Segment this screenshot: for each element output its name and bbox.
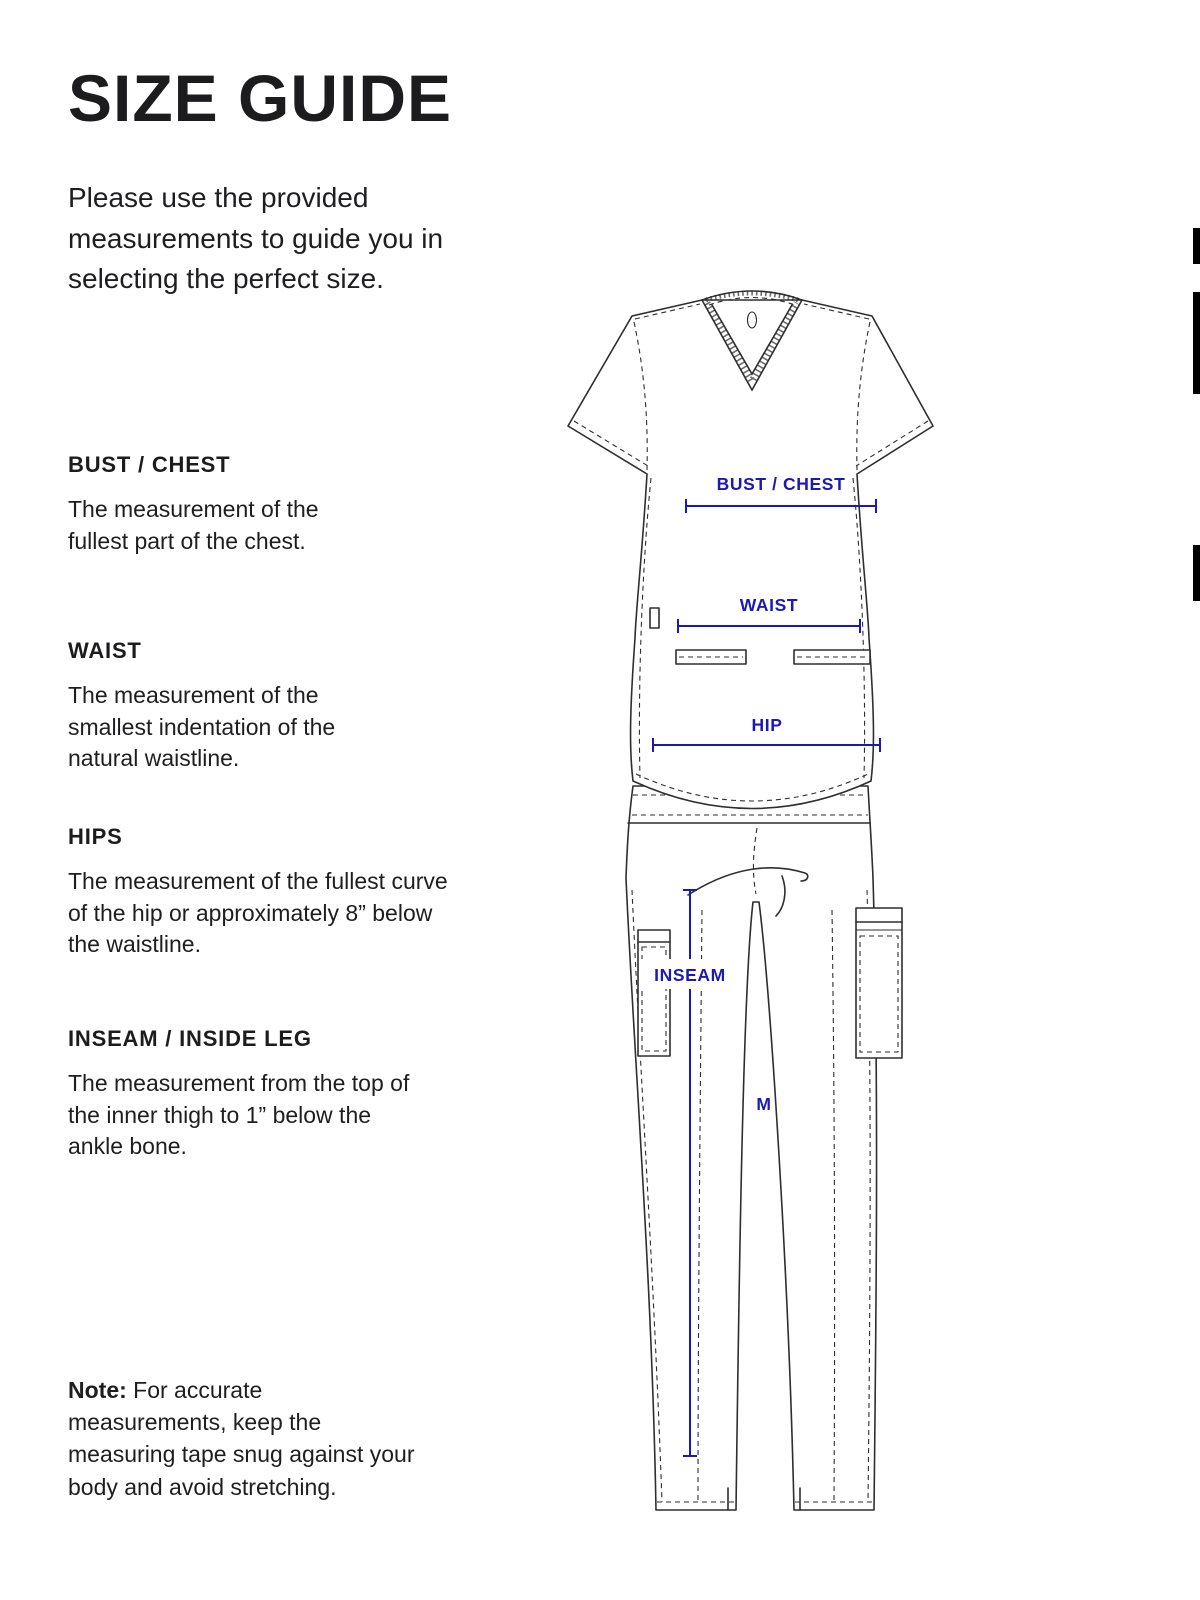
edge-artifact <box>1193 545 1200 601</box>
section-waist <box>68 638 380 775</box>
waist-label: WAIST <box>739 595 799 615</box>
side-badge-tab <box>650 608 659 628</box>
top-outline <box>568 300 933 809</box>
edge-artifact <box>1193 292 1200 394</box>
page-title: SIZE GUIDE <box>68 61 453 135</box>
size-guide-diagram <box>538 278 1198 1559</box>
scrubs-technical-sketch <box>538 278 1198 1554</box>
scrub-pants-drawing <box>626 786 902 1510</box>
intro-text: Please use the provided measurements to guide you in selecting the perfect size. <box>68 182 444 295</box>
section-body: The measurement of the fullest curve of the hip or approximately 8” below the waistline. <box>68 868 448 958</box>
size-marker-label: M <box>756 1094 772 1114</box>
scrub-top-drawing <box>568 291 933 809</box>
left-welt-pocket <box>676 650 746 664</box>
section-heading: HIPS <box>68 824 123 849</box>
note-label: Note: <box>68 1377 127 1403</box>
left-cargo-pocket <box>638 930 670 1056</box>
section-heading: WAIST <box>68 638 142 663</box>
section-body: The measurement from the top of the inner thigh to 1” below the ankle bone. <box>68 1070 410 1160</box>
right-cargo-pocket <box>856 908 902 1058</box>
note-body: For accurate measurements, keep the measuring tape snug against your body and avoid stretching. <box>68 1377 415 1500</box>
section-inseam <box>68 1026 428 1163</box>
section-body: The measurement of the fullest part of the chest. <box>68 496 319 554</box>
hip-label: HIP <box>751 715 783 735</box>
section-heading: INSEAM / INSIDE LEG <box>68 1026 312 1051</box>
section-body: The measurement of the smallest indentation of the natural waistline. <box>68 682 336 772</box>
section-hips <box>68 824 450 961</box>
note-text <box>68 1374 420 1503</box>
inseam-label: INSEAM <box>654 965 726 985</box>
bust-label: BUST / CHEST <box>716 474 846 494</box>
pants-outline <box>626 786 877 1510</box>
section-bust-chest <box>68 452 368 557</box>
section-heading: BUST / CHEST <box>68 452 231 477</box>
right-welt-pocket <box>794 650 870 664</box>
edge-artifact <box>1193 228 1200 264</box>
